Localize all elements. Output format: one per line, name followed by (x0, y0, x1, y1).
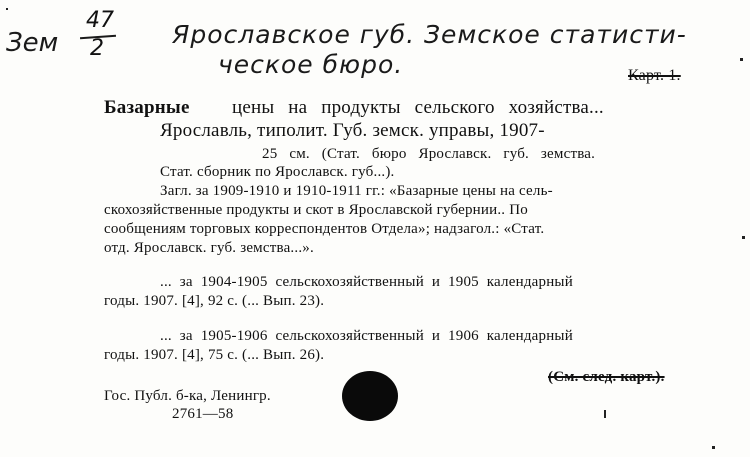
shelf-mark-denominator: 2 (90, 36, 104, 61)
scan-speck (712, 446, 715, 449)
scan-speck (742, 236, 745, 239)
library-name: Гос. Публ. б-ка, Ленингр. (104, 388, 271, 404)
scan-speck (740, 58, 743, 61)
author-heading-line1: Ярославское губ. Земское статисти- (172, 20, 687, 49)
ink-stamp-blot (342, 371, 398, 421)
shelf-mark-prefix: Зем (6, 28, 59, 58)
note-line1: Загл. за 1909-1910 и 1910-1911 гг.: «Базарные цены на сель- (160, 183, 553, 199)
collation-line2: Стат. сборник по Ярославск. губ...). (160, 164, 395, 180)
note-line4: отд. Ярославск. губ. земства...». (104, 240, 314, 256)
issue2-line1: ... за 1905-1906 сельскохозяйственный и 1906 календарный (160, 328, 573, 344)
issue1-line2: годы. 1907. [4], 92 с. (... Вып. 23). (104, 293, 325, 309)
shelf-mark-numerator: 47 (86, 8, 114, 33)
title-line1: цены на продукты сельского хозяйства... (232, 97, 604, 118)
scan-speck (6, 8, 8, 10)
scan-speck (604, 410, 606, 418)
note-line2: скохозяйственные продукты и скот в Ярославской губернии.. По (104, 202, 528, 218)
collation-line1: 25 см. (Стат. бюро Ярославск. губ. земства. (262, 146, 596, 162)
title-bold-word: Базарные (104, 97, 190, 118)
card-number: Карт. 1. (628, 67, 681, 84)
library-number: 2761—58 (172, 406, 234, 422)
title-line2: Ярославль, типолит. Губ. земск. управы, 1907- (160, 120, 545, 141)
author-heading-line2: ческое бюро. (218, 50, 404, 79)
issue1-line1: ... за 1904-1905 сельскохозяйственный и 1905 календарный (160, 274, 573, 290)
note-line3: сообщениям торговых корреспондентов Отдела»; надзагол.: «Стат. (104, 221, 545, 237)
issue2-line2: годы. 1907. [4], 75 с. (... Вып. 26). (104, 347, 325, 363)
see-next-card: (См. след. карт.). (548, 369, 665, 385)
